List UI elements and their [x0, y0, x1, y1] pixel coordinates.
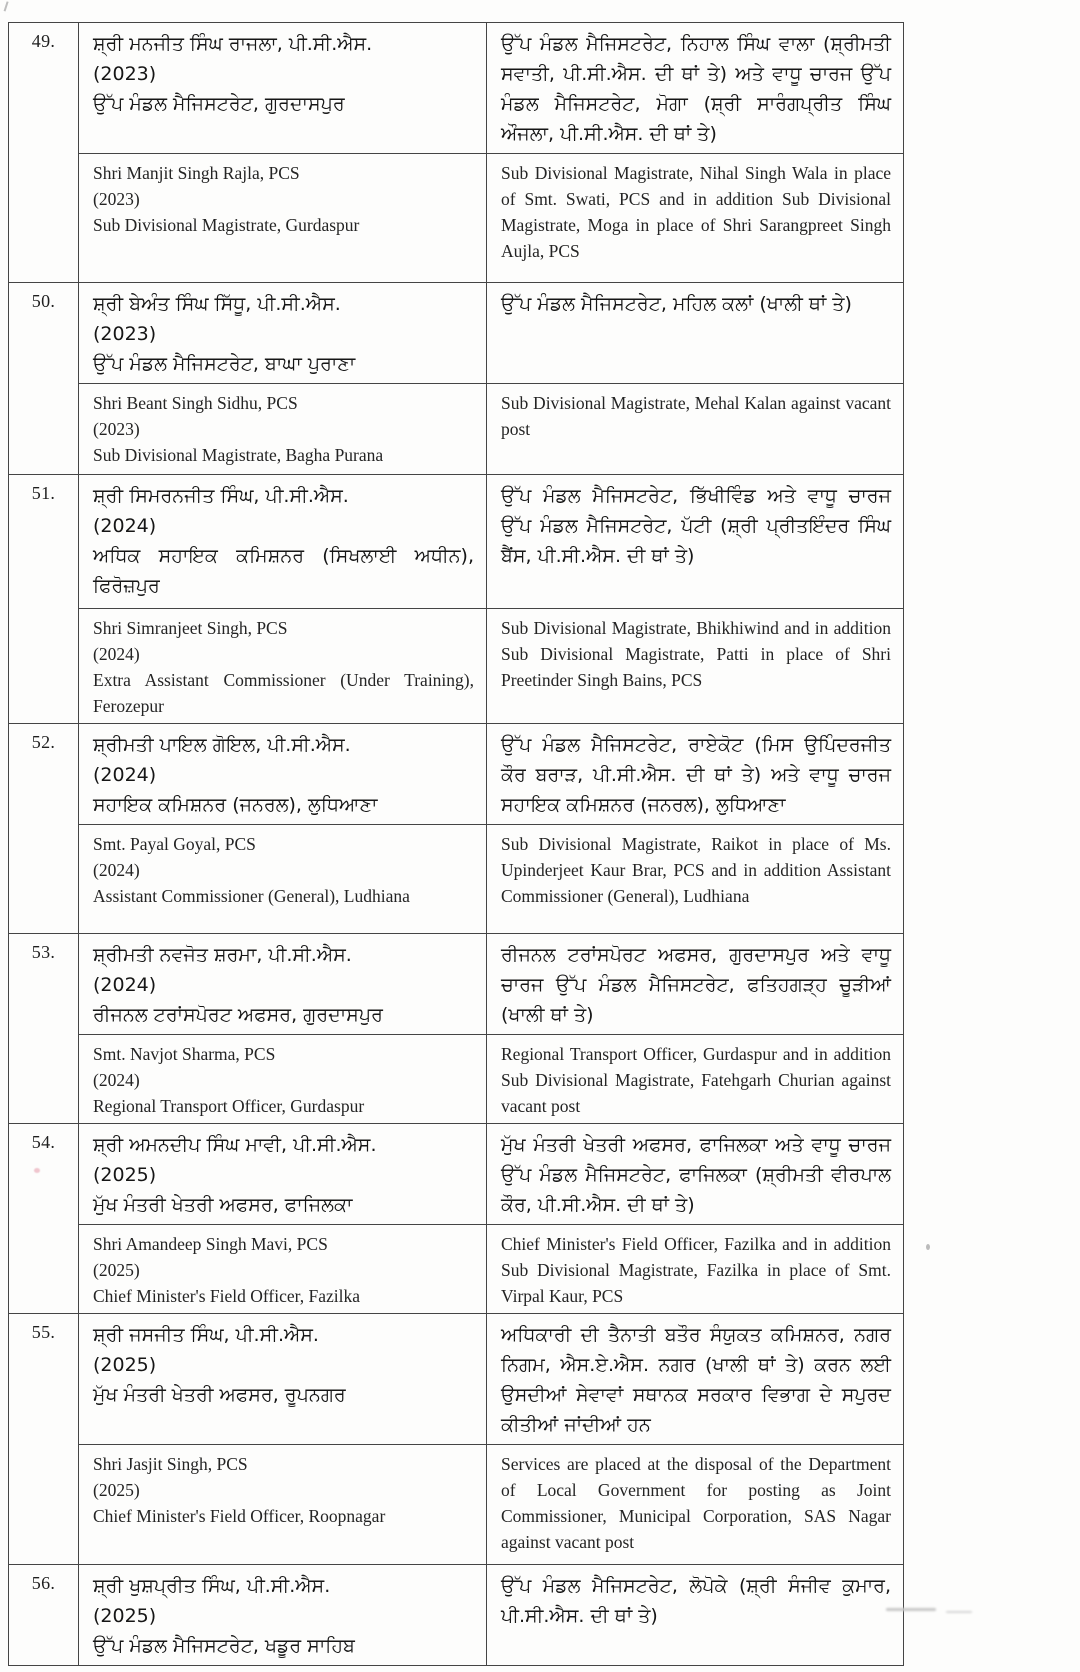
current-designation-punjabi: ਉੱਪ ਮੰਡਲ ਮੈਜਿਸਟਰੇਟ, ਬਾਘਾ ਪੁਰਾਣਾ [93, 353, 356, 375]
officer-cell-punjabi [79, 1565, 487, 1666]
officer-name-punjabi: ਸ਼੍ਰੀ ਖੁਸ਼ਪ੍ਰੀਤ ਸਿੰਘ, ਪੀ.ਸੀ.ਐਸ. [93, 1575, 331, 1597]
current-designation-english: Sub Divisional Magistrate, Gurdaspur [93, 215, 360, 235]
current-designation-english: Assistant Commissioner (General), Ludhiana [93, 886, 410, 906]
batch-year-english: (2024) [93, 860, 140, 880]
serial-number: 53. [9, 934, 79, 1124]
officer-cell-english [79, 1445, 487, 1565]
new-posting-english: Sub Divisional Magistrate, Raikot in place of Ms. Upinderjeet Kaur Brar, PCS and in addition Assistant Commissioner (General), Ludhiana [487, 825, 904, 934]
current-designation-punjabi: ਸਹਾਇਕ ਕਮਿਸ਼ਨਰ (ਜਨਰਲ), ਲੁਧਿਆਣਾ [93, 794, 378, 816]
current-designation-english: Chief Minister's Field Officer, Fazilka [93, 1286, 361, 1306]
current-designation-punjabi: ਮੁੱਖ ਮੰਤਰੀ ਖੇਤਰੀ ਅਫਸਰ, ਫਾਜਿਲਕਾ [93, 1194, 353, 1216]
batch-year-english: (2025) [93, 1480, 140, 1500]
new-posting-punjabi: ਉੱਪ ਮੰਡਲ ਮੈਜਿਸਟਰੇਟ, ਮਹਿਲ ਕਲਾਂ (ਖਾਲੀ ਥਾਂ ਤੇ) [487, 283, 904, 384]
scan-artifact-mark [4, 1, 13, 12]
batch-year-punjabi: (2025) [93, 1354, 157, 1376]
scan-artifact-dot [926, 1244, 930, 1250]
officer-name-punjabi: ਸ਼੍ਰੀ ਬੇਅੰਤ ਸਿੰਘ ਸਿੱਧੂ, ਪੀ.ਸੀ.ਐਸ. [93, 293, 341, 315]
officer-name-punjabi: ਸ਼੍ਰੀਮਤੀ ਨਵਜੋਤ ਸ਼ਰਮਾ, ਪੀ.ਸੀ.ਐਸ. [93, 944, 352, 966]
officer-name-punjabi: ਸ਼੍ਰੀਮਤੀ ਪਾਇਲ ਗੋਇਲ, ਪੀ.ਸੀ.ਐਸ. [93, 734, 351, 756]
batch-year-english: (2025) [93, 1260, 140, 1280]
serial-number: 51. [9, 475, 79, 724]
batch-year-english: (2024) [93, 1070, 140, 1090]
officer-name-english: Shri Manjit Singh Rajla, PCS [93, 163, 300, 183]
current-designation-punjabi: ਰੀਜਨਲ ਟਰਾਂਸਪੋਰਟ ਅਫਸਰ, ਗੁਰਦਾਸਪੁਰ [93, 1004, 383, 1026]
officer-name-punjabi: ਸ਼੍ਰੀ ਜਸਜੀਤ ਸਿੰਘ, ਪੀ.ਸੀ.ਐਸ. [93, 1324, 319, 1346]
new-posting-punjabi: ਉੱਪ ਮੰਡਲ ਮੈਜਿਸਟਰੇਟ, ਰਾਏਕੋਟ (ਮਿਸ ਉਪਿੰਦਰਜੀਤ ਕੌਰ ਬਰਾੜ, ਪੀ.ਸੀ.ਐਸ. ਦੀ ਥਾਂ ਤੇ) ਅਤੇ ਵਾਧੂ ਚਾਰਜ ਸਹਾਇਕ ਕਮਿਸ਼ਨਰ (ਜਨਰਲ), ਲੁਧਿਆਣਾ [487, 724, 904, 825]
new-posting-punjabi: ਉੱਪ ਮੰਡਲ ਮੈਜਿਸਟਰੇਟ, ਭਿੱਖੀਵਿੰਡ ਅਤੇ ਵਾਧੂ ਚਾਰਜ ਉੱਪ ਮੰਡਲ ਮੈਜਿਸਟਰੇਟ, ਪੱਟੀ (ਸ਼੍ਰੀ ਪ੍ਰੀਤਇੰਦਰ ਸਿੰਘ ਬੈਂਸ, ਪੀ.ਸੀ.ਐਸ. ਦੀ ਥਾਂ ਤੇ) [487, 475, 904, 609]
batch-year-punjabi: (2025) [93, 1605, 157, 1627]
officer-name-english: Shri Simranjeet Singh, PCS [93, 618, 288, 638]
officer-cell-english [79, 825, 487, 934]
officer-cell-punjabi [79, 23, 487, 154]
new-posting-english: Services are placed at the disposal of the Department of Local Government for posting as Joint Commissioner, Municipal Corporation, SAS Nagar against vacant post [487, 1445, 904, 1565]
current-designation-english: Chief Minister's Field Officer, Roopnagar [93, 1506, 386, 1526]
serial-number: 55. [9, 1314, 79, 1565]
serial-number: 54. [9, 1124, 79, 1314]
scan-artifact-smudge [946, 1611, 972, 1613]
current-designation-english: Extra Assistant Commissioner (Under Training), Ferozepur [93, 670, 474, 716]
current-designation-punjabi: ਮੁੱਖ ਮੰਤਰੀ ਖੇਤਰੀ ਅਫਸਰ, ਰੂਪਨਗਰ [93, 1384, 346, 1406]
batch-year-punjabi: (2025) [93, 1164, 157, 1186]
officer-cell-english [79, 609, 487, 724]
new-posting-english: Regional Transport Officer, Gurdaspur and in addition Sub Divisional Magistrate, Fatehgarh Churian against vacant post [487, 1035, 904, 1124]
officer-name-punjabi: ਸ਼੍ਰੀ ਅਮਨਦੀਪ ਸਿੰਘ ਮਾਵੀ, ਪੀ.ਸੀ.ਐਸ. [93, 1134, 377, 1156]
officer-cell-english [79, 1225, 487, 1314]
officer-name-punjabi: ਸ਼੍ਰੀ ਮਨਜੀਤ ਸਿੰਘ ਰਾਜਲਾ, ਪੀ.ਸੀ.ਐਸ. [93, 33, 373, 55]
current-designation-punjabi: ਅਧਿਕ ਸਹਾਇਕ ਕਮਿਸ਼ਨਰ (ਸਿਖਲਾਈ ਅਧੀਨ), ਫਿਰੋਜ਼ਪੁਰ [93, 545, 474, 597]
serial-number: 56. [9, 1565, 79, 1666]
serial-number: 50. [9, 283, 79, 475]
transfer-orders-table [8, 22, 904, 1666]
batch-year-english: (2024) [93, 644, 140, 664]
new-posting-english: Chief Minister's Field Officer, Fazilka and in addition Sub Divisional Magistrate, Fazilka in place of Smt. Virpal Kaur, PCS [487, 1225, 904, 1314]
new-posting-english: Sub Divisional Magistrate, Bhikhiwind and in addition Sub Divisional Magistrate, Patti in place of Shri Preetinder Singh Bains, PCS [487, 609, 904, 724]
officer-name-english: Shri Jasjit Singh, PCS [93, 1454, 248, 1474]
new-posting-english: Sub Divisional Magistrate, Mehal Kalan against vacant post [487, 384, 904, 475]
new-posting-punjabi: ਮੁੱਖ ਮੰਤਰੀ ਖੇਤਰੀ ਅਫਸਰ, ਫਾਜਿਲਕਾ ਅਤੇ ਵਾਧੂ ਚਾਰਜ ਉੱਪ ਮੰਡਲ ਮੈਜਿਸਟਰੇਟ, ਫਾਜਿਲਕਾ (ਸ਼੍ਰੀਮਤੀ ਵੀਰਪਾਲ ਕੌਰ, ਪੀ.ਸੀ.ਐਸ. ਦੀ ਥਾਂ ਤੇ) [487, 1124, 904, 1225]
serial-number: 49. [9, 23, 79, 283]
new-posting-english: Sub Divisional Magistrate, Nihal Singh Wala in place of Smt. Swati, PCS and in addition Sub Divisional Magistrate, Moga in place of Shri Sarangpreet Singh Aujla, PCS [487, 154, 904, 283]
batch-year-punjabi: (2024) [93, 764, 157, 786]
batch-year-punjabi: (2023) [93, 63, 157, 85]
current-designation-punjabi: ਉੱਪ ਮੰਡਲ ਮੈਜਿਸਟਰੇਟ, ਗੁਰਦਾਸਪੁਰ [93, 93, 345, 115]
new-posting-punjabi: ਰੀਜਨਲ ਟਰਾਂਸਪੋਰਟ ਅਫਸਰ, ਗੁਰਦਾਸਪੁਰ ਅਤੇ ਵਾਧੂ ਚਾਰਜ ਉੱਪ ਮੰਡਲ ਮੈਜਿਸਟਰੇਟ, ਫਤਿਹਗੜ੍ਹ ਚੂੜੀਆਂ (ਖਾਲੀ ਥਾਂ ਤੇ) [487, 934, 904, 1035]
batch-year-punjabi: (2024) [93, 515, 157, 537]
officer-cell-punjabi [79, 934, 487, 1035]
officer-cell-english [79, 384, 487, 475]
new-posting-punjabi: ਉੱਪ ਮੰਡਲ ਮੈਜਿਸਟਰੇਟ, ਲੋਪੋਕੇ (ਸ਼੍ਰੀ ਸੰਜੀਵ ਕੁਮਾਰ, ਪੀ.ਸੀ.ਐਸ. ਦੀ ਥਾਂ ਤੇ) [487, 1565, 904, 1666]
current-designation-punjabi: ਉੱਪ ਮੰਡਲ ਮੈਜਿਸਟਰੇਟ, ਖਡੂਰ ਸਾਹਿਬ [93, 1635, 355, 1657]
batch-year-punjabi: (2024) [93, 974, 157, 996]
batch-year-english: (2023) [93, 419, 140, 439]
officer-name-english: Shri Beant Singh Sidhu, PCS [93, 393, 298, 413]
officer-cell-punjabi [79, 283, 487, 384]
batch-year-punjabi: (2023) [93, 323, 157, 345]
serial-number: 52. [9, 724, 79, 934]
officer-cell-punjabi [79, 475, 487, 609]
officer-name-english: Smt. Navjot Sharma, PCS [93, 1044, 276, 1064]
officer-name-english: Smt. Payal Goyal, PCS [93, 834, 256, 854]
new-posting-punjabi: ਉੱਪ ਮੰਡਲ ਮੈਜਿਸਟਰੇਟ, ਨਿਹਾਲ ਸਿੰਘ ਵਾਲਾ (ਸ਼੍ਰੀਮਤੀ ਸਵਾਤੀ, ਪੀ.ਸੀ.ਐਸ. ਦੀ ਥਾਂ ਤੇ) ਅਤੇ ਵਾਧੂ ਚਾਰਜ ਉੱਪ ਮੰਡਲ ਮੈਜਿਸਟਰੇਟ, ਮੋਗਾ (ਸ਼੍ਰੀ ਸਾਰੰਗਪ੍ਰੀਤ ਸਿੰਘ ਔਜਲਾ, ਪੀ.ਸੀ.ਐਸ. ਦੀ ਥਾਂ ਤੇ) [487, 23, 904, 154]
batch-year-english: (2023) [93, 189, 140, 209]
officer-cell-punjabi [79, 1314, 487, 1445]
current-designation-english: Regional Transport Officer, Gurdaspur [93, 1096, 365, 1116]
new-posting-punjabi: ਅਧਿਕਾਰੀ ਦੀ ਤੈਨਾਤੀ ਬਤੌਰ ਸੰਯੁਕਤ ਕਮਿਸ਼ਨਰ, ਨਗਰ ਨਿਗਮ, ਐਸ.ਏ.ਐਸ. ਨਗਰ (ਖਾਲੀ ਥਾਂ ਤੇ) ਕਰਨ ਲਈ ਉਸਦੀਆਂ ਸੇਵਾਵਾਂ ਸਥਾਨਕ ਸਰਕਾਰ ਵਿਭਾਗ ਦੇ ਸਪੁਰਦ ਕੀਤੀਆਂ ਜਾਂਦੀਆਂ ਹਨ [487, 1314, 904, 1445]
officer-cell-english [79, 1035, 487, 1124]
officer-cell-punjabi [79, 724, 487, 825]
current-designation-english: Sub Divisional Magistrate, Bagha Purana [93, 445, 384, 465]
officer-name-english: Shri Amandeep Singh Mavi, PCS [93, 1234, 328, 1254]
officer-cell-punjabi [79, 1124, 487, 1225]
officer-name-punjabi: ਸ਼੍ਰੀ ਸਿਮਰਨਜੀਤ ਸਿੰਘ, ਪੀ.ਸੀ.ਐਸ. [93, 485, 349, 507]
officer-cell-english [79, 154, 487, 283]
